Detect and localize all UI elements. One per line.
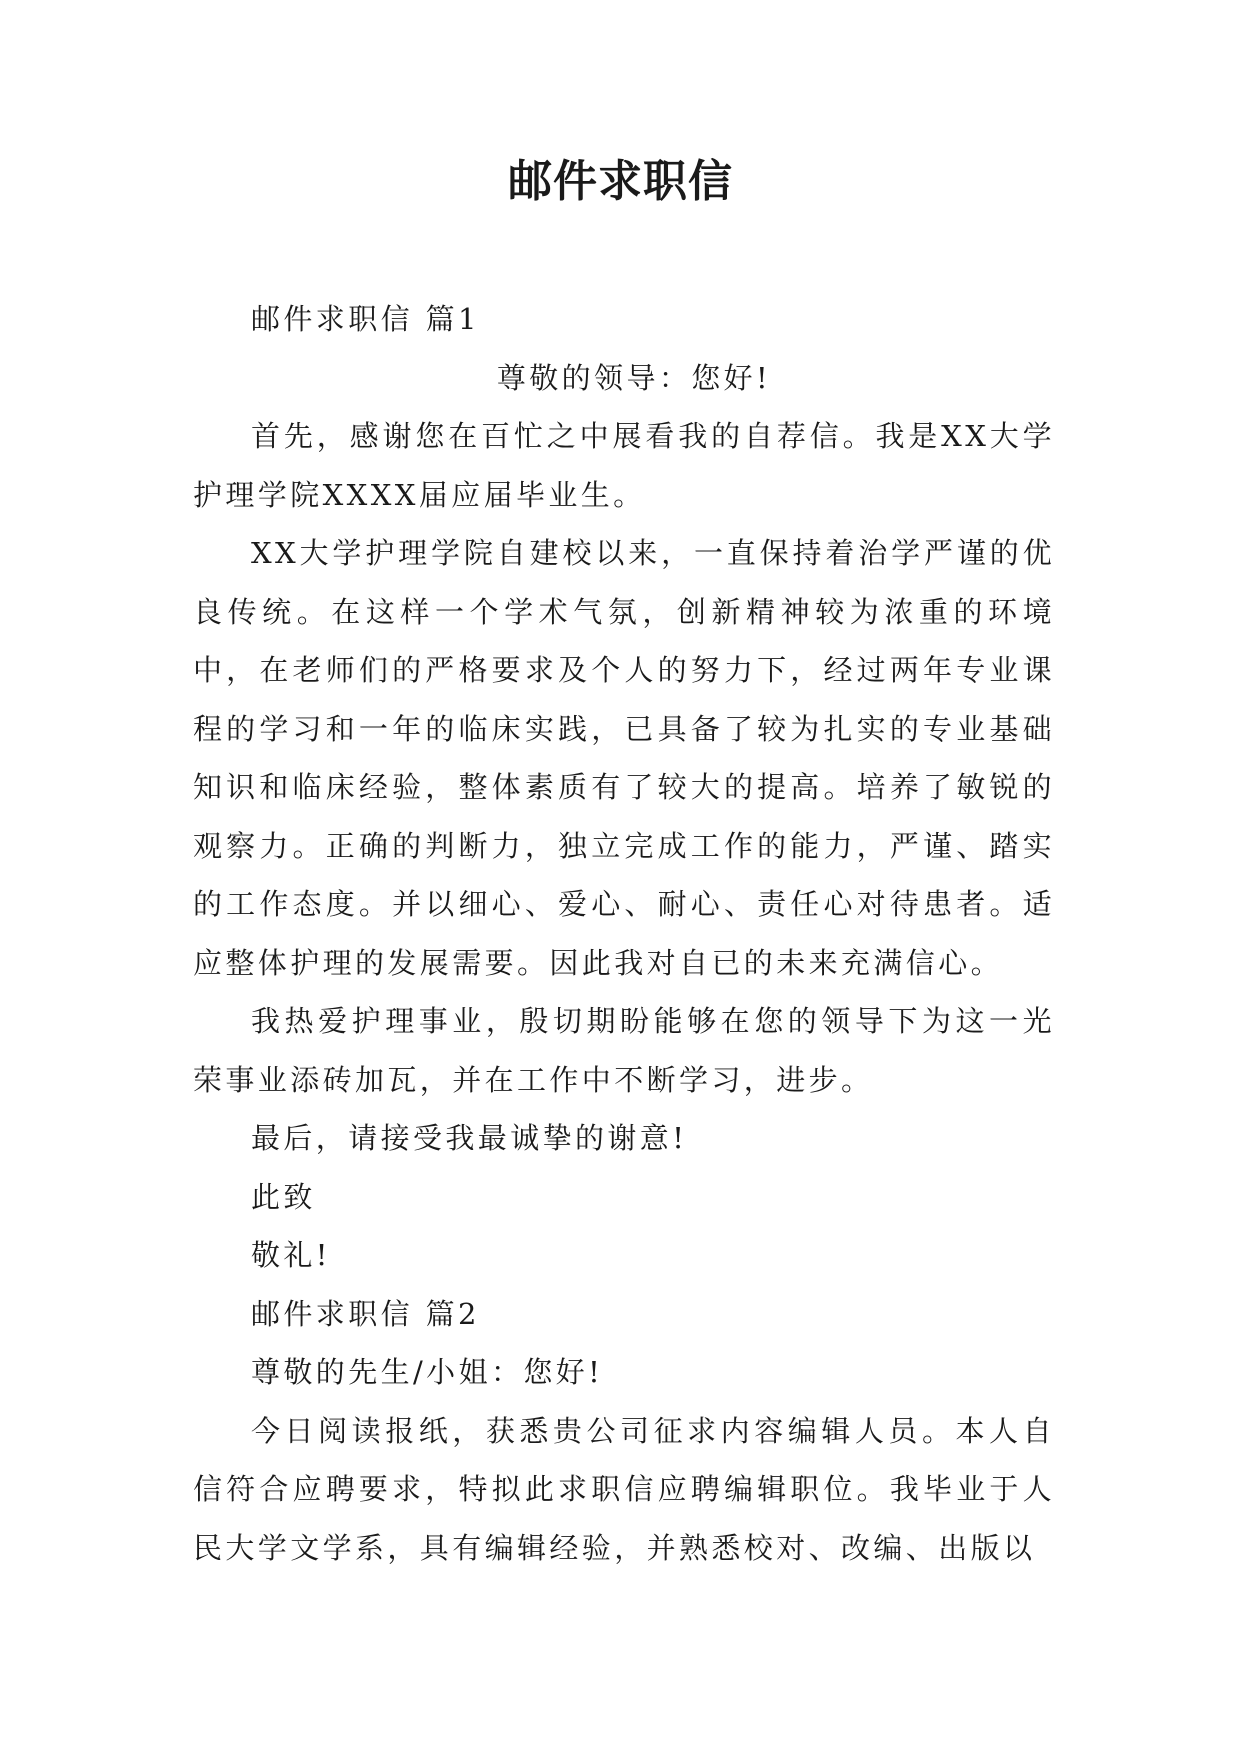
section-heading-1: 邮件求职信 篇1	[251, 302, 480, 336]
salutation-2: 尊敬的先生/小姐：您好!	[251, 1355, 604, 1389]
document-title: 邮件求职信	[508, 156, 733, 207]
paragraph: 今日阅读报纸，获悉贵公司征求内容编辑人员。本人自信符合应聘要求，特拟此求职信应聘编辑职位。我毕业于人民大学文学系，具有编辑经验，并熟悉校对、改编、出版以	[193, 1413, 1055, 1565]
document-body	[193, 290, 1055, 1577]
paragraph: 我热爱护理事业，殷切期盼能够在您的领导下为这一光荣事业添砖加瓦，并在工作中不断学习，进步。	[193, 1004, 1055, 1097]
closing-line: 敬礼!	[251, 1238, 331, 1272]
paragraph: XX大学护理学院自建校以来，一直保持着治学严谨的优良传统。在这样一个学术气氛，创新精神较为浓重的环境中，在老师们的严格要求及个人的努力下，经过两年专业课程的学习和一年的临床实践，已具备了较为扎实的专业基础知识和临床经验，整体素质有了较大的提高。培养了敏锐的观察力。正确的判断力，独立完成工作的能力，严谨、踏实的工作态度。并以细心、爱心、耐心、责任心对待患者。适应整体护理的发展需要。因此我对自已的未来充满信心。	[193, 536, 1055, 980]
section-heading-2: 邮件求职信 篇2	[251, 1296, 480, 1331]
closing-line: 此致	[251, 1179, 316, 1214]
paragraph: 首先，感谢您在百忙之中展看我的自荐信。我是XX大学护理学院XXXX届应届毕业生。	[193, 419, 1055, 512]
paragraph: 最后，请接受我最诚挚的谢意!	[251, 1121, 688, 1155]
salutation-1: 尊敬的领导：您好!	[496, 360, 772, 395]
